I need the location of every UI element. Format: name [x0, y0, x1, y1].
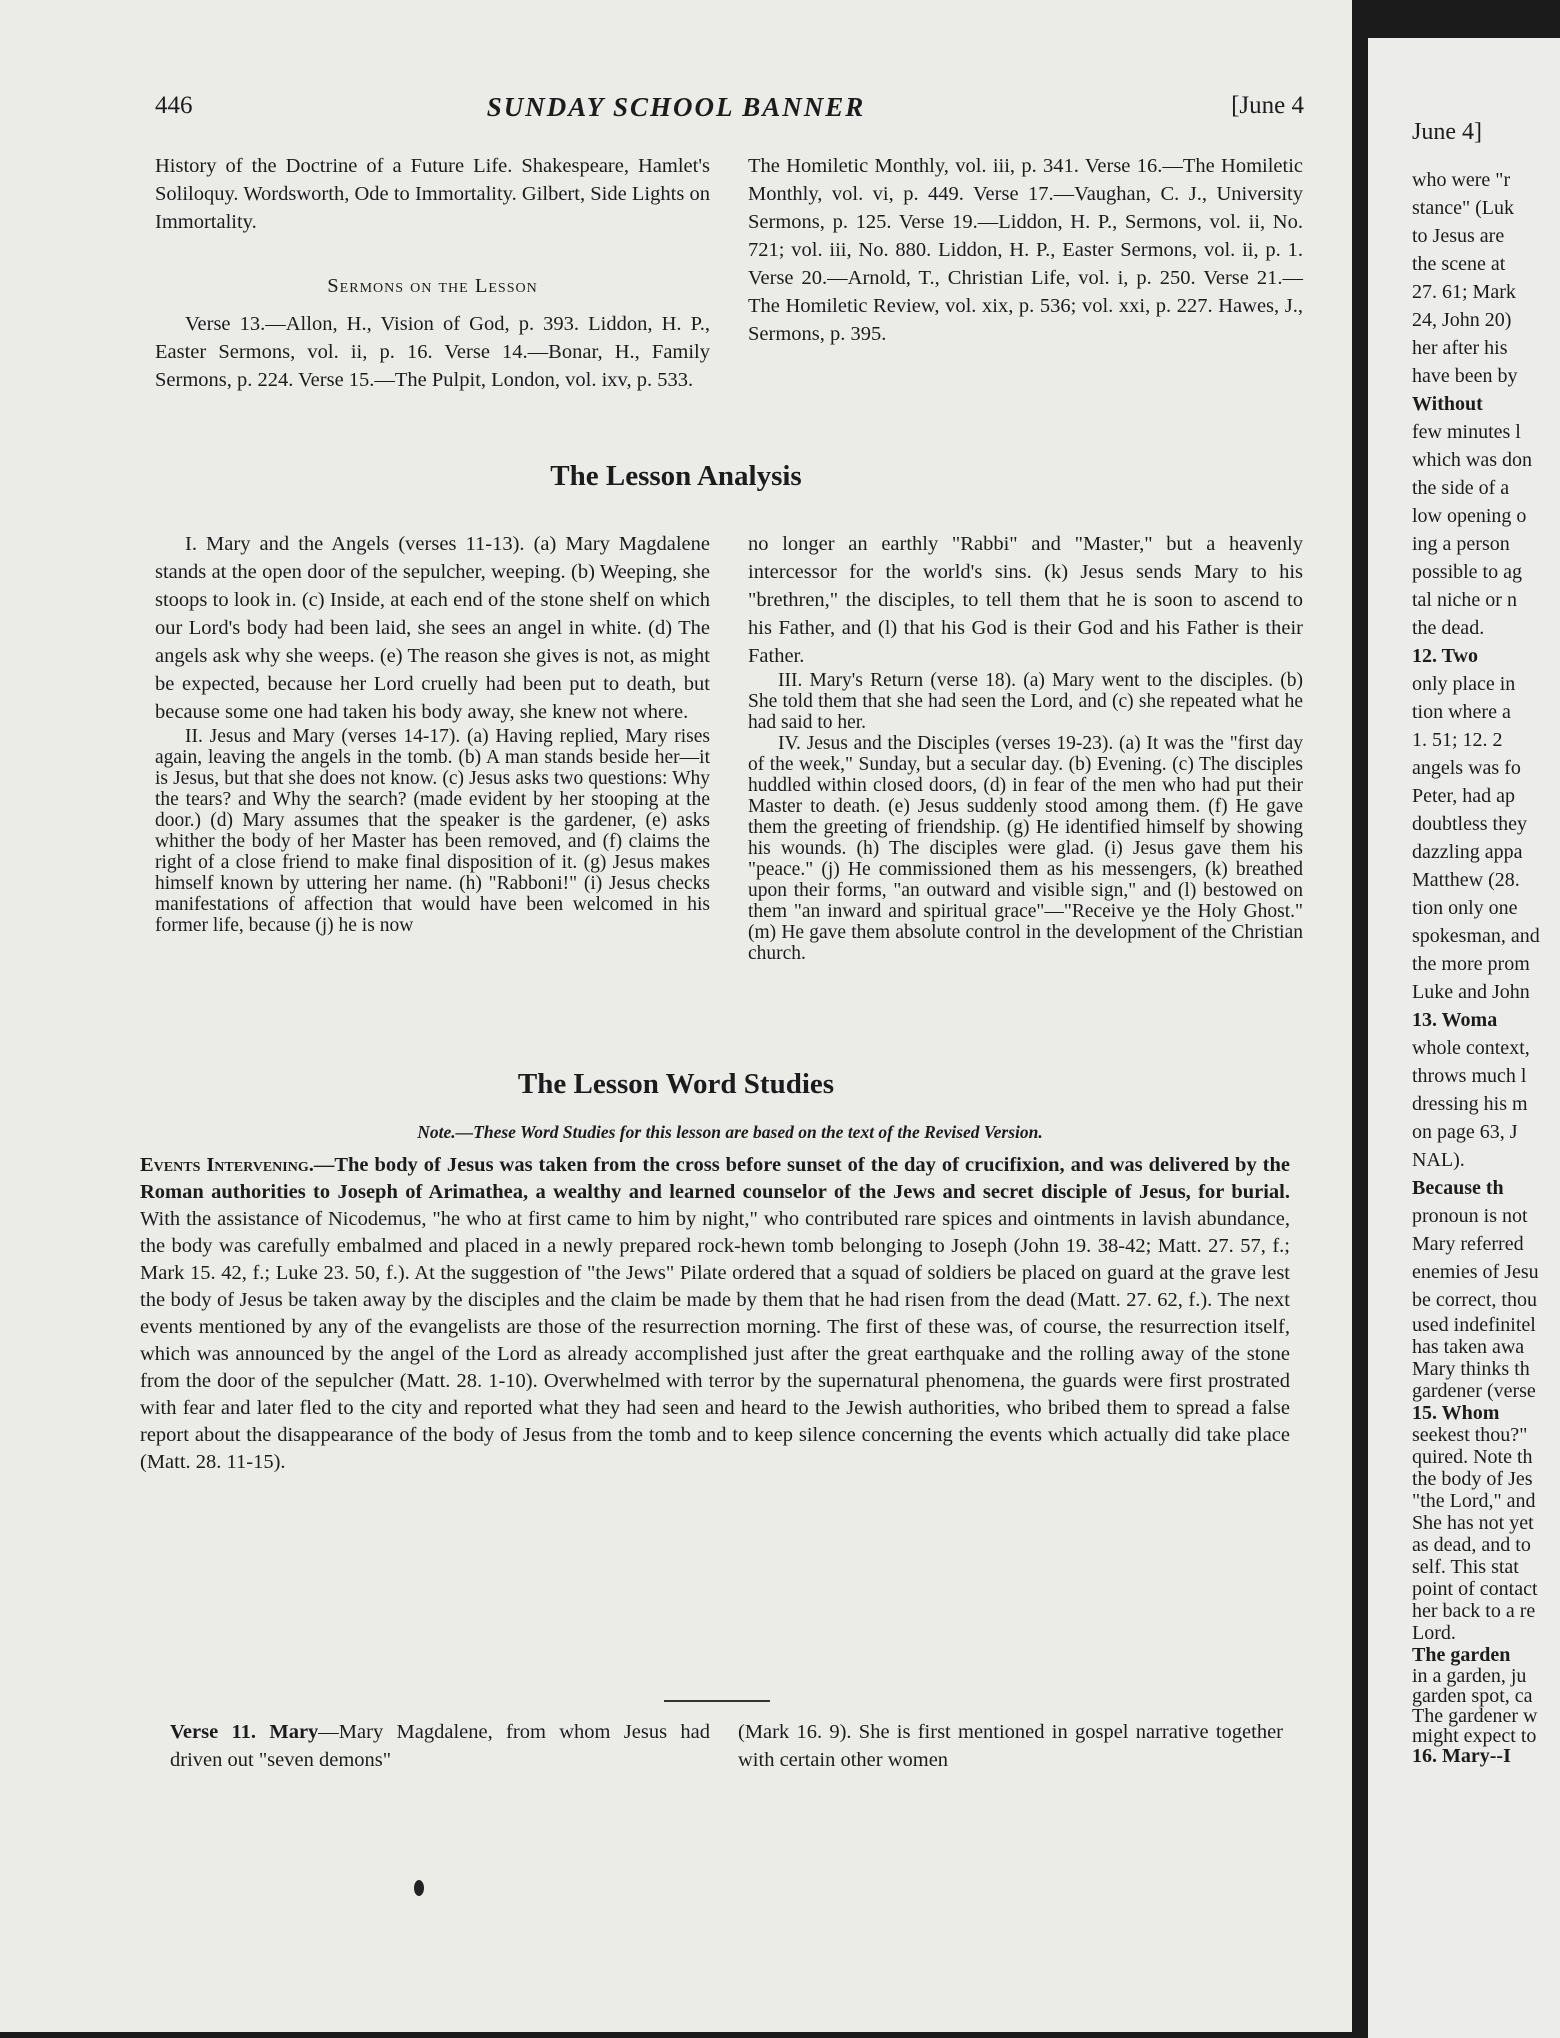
line: possible to ag — [1412, 561, 1522, 583]
running-title: SUNDAY SCHOOL BANNER — [486, 92, 866, 122]
line: Because th — [1412, 1177, 1504, 1199]
right-page-text — [1412, 118, 1560, 1766]
reference-list: History of the Doctrine of a Future Life. Shakespeare, Hamlet's Soliloquy. Wordsworth, Ode to Immortality. Gilbert, Side Lights on Immortality. — [155, 155, 710, 233]
line: pronoun is not — [1412, 1205, 1528, 1227]
header-date: [June 4 — [1231, 92, 1304, 119]
lesson-analysis-heading: The Lesson Analysis — [550, 460, 802, 492]
line: which was don — [1412, 449, 1532, 471]
line: the more prom — [1412, 953, 1530, 975]
references-left — [155, 152, 710, 394]
line: seekest thou?" — [1412, 1424, 1528, 1446]
analysis-section-3: III. Mary's Return (verse 18). (a) Mary went to the disciples. (b) She told them that she had seen the Lord, and (c) she repeated what he had said to her. — [748, 670, 1303, 733]
line: The garden — [1412, 1644, 1511, 1666]
line: tion where a — [1412, 701, 1511, 723]
line: spokesman, and — [1412, 925, 1540, 947]
events-intervening-paragraph — [140, 1152, 1290, 1476]
analysis-section-1: I. Mary and the Angels (verses 11-13). (a) Mary Magdalene stands at the open door of the sepulcher, weeping. (b) Weeping, she stoops to look in. (c) Inside, at each end of the stone shelf on which our Lord's body had been laid, she sees an angel in white. (d) The angels ask why she weeps. (e) The reason she gives is not, as might be expected, because her Lord cruelly had been put to death, but because some one had taken his body away, she knew not where. — [155, 533, 710, 723]
line: in a garden, ju — [1412, 1665, 1527, 1687]
word-studies-heading: The Lesson Word Studies — [517, 1068, 835, 1100]
events-text: With the assistance of Nicodemus, "he who at first came to him by night," who contributed rare spices and ointments in lavish abundance, the body was carefully embalmed and placed in a newly prepared rock-hewn tomb belonging to Joseph (John 19. 38-42; Matt. 27. 57, f.; Mark 15. 42, f.; Luke 23. 50, f.). At the suggestion of "the Jews" Pilate ordered that a squad of soldiers be placed on guard at the grave lest the body of Jesus be taken away by the disciples and the claim be made by them that he had risen from the dead (Matt. 27. 62, f.). The next events mentioned by any of the evangelists are those of the resurrection morning. The first of these was, of course, the resurrection itself, which was announced by the angel of the Lord as already accomplished just after the great earthquake and the rolling away of the stone from the door of the sepulcher (Matt. 28. 1-10). Overwhelmed with terror by the supernatural phenomena, the guards were first prostrated with fear and later fled to the city and reported what they had seen and heard to the Jewish authorities, who bribed them to spread a false report about the disappearance of the body of Jesus from the tomb and to keep silence concerning the events which actually did take place (Matt. 28. 11-15). — [140, 1208, 1290, 1473]
page-number: 446 — [155, 92, 193, 119]
line: few minutes l — [1412, 421, 1521, 443]
line: 1. 51; 12. 2 — [1412, 729, 1503, 751]
verse-11-label: Verse 11. Mary — [170, 1721, 319, 1743]
line: Mary referred — [1412, 1233, 1524, 1255]
line: as dead, and to — [1412, 1534, 1531, 1556]
verse-11-right — [738, 1718, 1283, 1774]
right-page-header: June 4] — [1412, 119, 1482, 145]
line: dazzling appa — [1412, 841, 1523, 863]
analysis-section-2: II. Jesus and Mary (verses 14-17). (a) Having replied, Mary rises again, leaving the angels in the tomb. (b) A man stands beside her—it is Jesus, but that she does not know. (c) Jesus asks two questions: Why the tears? and Why the search? (made evident by her stooping at the door.) (d) Mary assumes that the speaker is the gardener, (e) asks whither the body of her Master has been removed, and (f) claims the right of a close friend to make final disposition of it. (g) Jesus makes himself known by uttering her name. (h) "Rabboni!" (i) Jesus checks manifestations of affection that would have been welcomed in his former life, because (j) he is now — [155, 726, 710, 936]
line: who were "r — [1412, 169, 1511, 191]
line: have been by — [1412, 365, 1518, 387]
line: Mary thinks th — [1412, 1358, 1530, 1380]
line: "the Lord," and — [1412, 1490, 1536, 1512]
line: 12. Two — [1412, 645, 1478, 667]
references-right — [748, 152, 1303, 348]
line: the side of a — [1412, 477, 1510, 499]
section-divider — [664, 1700, 770, 1702]
line: quired. Note th — [1412, 1446, 1533, 1468]
ink-blot — [414, 1880, 424, 1896]
line: low opening o — [1412, 505, 1527, 527]
line: the scene at — [1412, 253, 1506, 275]
line: on page 63, J — [1412, 1121, 1518, 1143]
line: her after his — [1412, 337, 1508, 359]
line: the body of Jes — [1412, 1468, 1533, 1490]
line: enemies of Jesu — [1412, 1261, 1539, 1283]
line: tal niche or n — [1412, 589, 1517, 611]
sermons-list: Verse 13.—Allon, H., Vision of God, p. 393. Liddon, H. P., Easter Sermons, vol. ii, p. 16. Verse 14.—Bonar, H., Family Sermons, p. 224. Verse 15.—The Pulpit, London, vol. ixv, p. 533. — [155, 313, 710, 391]
line: NAL). — [1412, 1149, 1465, 1171]
line: garden spot, ca — [1412, 1685, 1533, 1707]
sermons-heading: Sermons on the Lesson — [327, 275, 538, 297]
line: stance" (Luk — [1412, 197, 1515, 219]
line: 27. 61; Mark — [1412, 281, 1516, 303]
line: 15. Whom — [1412, 1402, 1500, 1424]
line: whole context, — [1412, 1037, 1530, 1059]
line: doubtless they — [1412, 813, 1527, 835]
events-label: Events Intervening. — [140, 1154, 314, 1176]
word-studies-note: Note.—These Word Studies for this lesson are based on the text of the Revised Version. — [417, 1122, 1043, 1142]
verse-11-left — [170, 1718, 710, 1774]
line: throws much l — [1412, 1065, 1527, 1087]
line: gardener (verse — [1412, 1380, 1536, 1402]
analysis-section-4: IV. Jesus and the Disciples (verses 19-23). (a) It was the "first day of the week," Sunday, but a secular day. (b) Evening. (c) The disciples huddled within closed doors, (d) in fear of the men who had put their Master to death. (e) Jesus suddenly stood among them. (f) He gave them the greeting of friendship. (g) He identified himself by showing his wounds. (h) The disciples were glad. (i) Jesus gave them his "peace." (j) He commissioned them as his messengers, (k) breathed upon their forms, "an outward and visible sign," and (l) bestowed on them "an inward and spiritual grace"—"Receive ye the Holy Ghost." (m) He gave them absolute control in the development of the Christian church. — [748, 733, 1303, 964]
reference-list-continued: The Homiletic Monthly, vol. iii, p. 341. Verse 16.—The Homiletic Monthly, vol. vi, p. 449. Verse 17.—Vaughan, C. J., University Sermons, p. 125. Verse 19.—Liddon, H. P., Sermons, vol. ii, No. 721; vol. iii, No. 880. Liddon, H. P., Easter Sermons, vol. ii, p. 1. Verse 20.—Arnold, T., Christian Life, vol. i, p. 250. Verse 21.—The Homiletic Review, vol. xix, p. 536; vol. xxi, p. 227. Hawes, J., Sermons, p. 395. — [748, 155, 1303, 345]
right-page — [1368, 38, 1560, 2038]
line: Matthew (28. — [1412, 869, 1520, 891]
analysis-left-column — [155, 530, 710, 936]
analysis-section-2-continued: no longer an earthly "Rabbi" and "Master," but a heavenly intercessor for the world's sins. (k) Jesus sends Mary to his "brethren," the disciples, to tell them that he is soon to ascend to his Father, and (l) that his God is their God and his Father is their Father. — [748, 533, 1303, 667]
line: only place in — [1412, 673, 1516, 695]
line: Luke and John — [1412, 981, 1530, 1003]
line: Without — [1412, 393, 1483, 415]
line: has taken awa — [1412, 1336, 1525, 1358]
line: might expect to — [1412, 1725, 1537, 1747]
line: She has not yet — [1412, 1512, 1534, 1534]
line: Peter, had ap — [1412, 785, 1516, 807]
line: used indefinitel — [1412, 1314, 1536, 1336]
line: 16. Mary--I — [1412, 1745, 1511, 1767]
line: 24, John 20) — [1412, 309, 1512, 331]
line: dressing his m — [1412, 1093, 1528, 1115]
line: ing a person — [1412, 533, 1510, 555]
line: 13. Woma — [1412, 1009, 1498, 1031]
line: point of contact — [1412, 1578, 1538, 1600]
events-lead: —The body of Jesus was taken from the cross before sunset of the day of crucifixion, and was delivered by the Roman authorities to Joseph of Arimathea, a wealthy and learned counselor of the Jews and secret disciple of Jesus, for burial. — [140, 1154, 1290, 1203]
line: to Jesus are — [1412, 225, 1505, 247]
line: her back to a re — [1412, 1600, 1536, 1622]
line: The gardener w — [1412, 1705, 1538, 1727]
line: be correct, thou — [1412, 1289, 1537, 1311]
analysis-right-column — [748, 530, 1303, 964]
line: the dead. — [1412, 617, 1485, 639]
verse-11-text: —Mary Magdalene, from whom Jesus had driven out "seven demons" — [170, 1721, 711, 1771]
line: Lord. — [1412, 1622, 1456, 1644]
line: angels was fo — [1412, 757, 1521, 779]
line: tion only one — [1412, 897, 1518, 919]
verse-11-continued: (Mark 16. 9). She is first mentioned in gospel narrative together with certain other women — [738, 1721, 1283, 1771]
line: self. This stat — [1412, 1556, 1519, 1578]
